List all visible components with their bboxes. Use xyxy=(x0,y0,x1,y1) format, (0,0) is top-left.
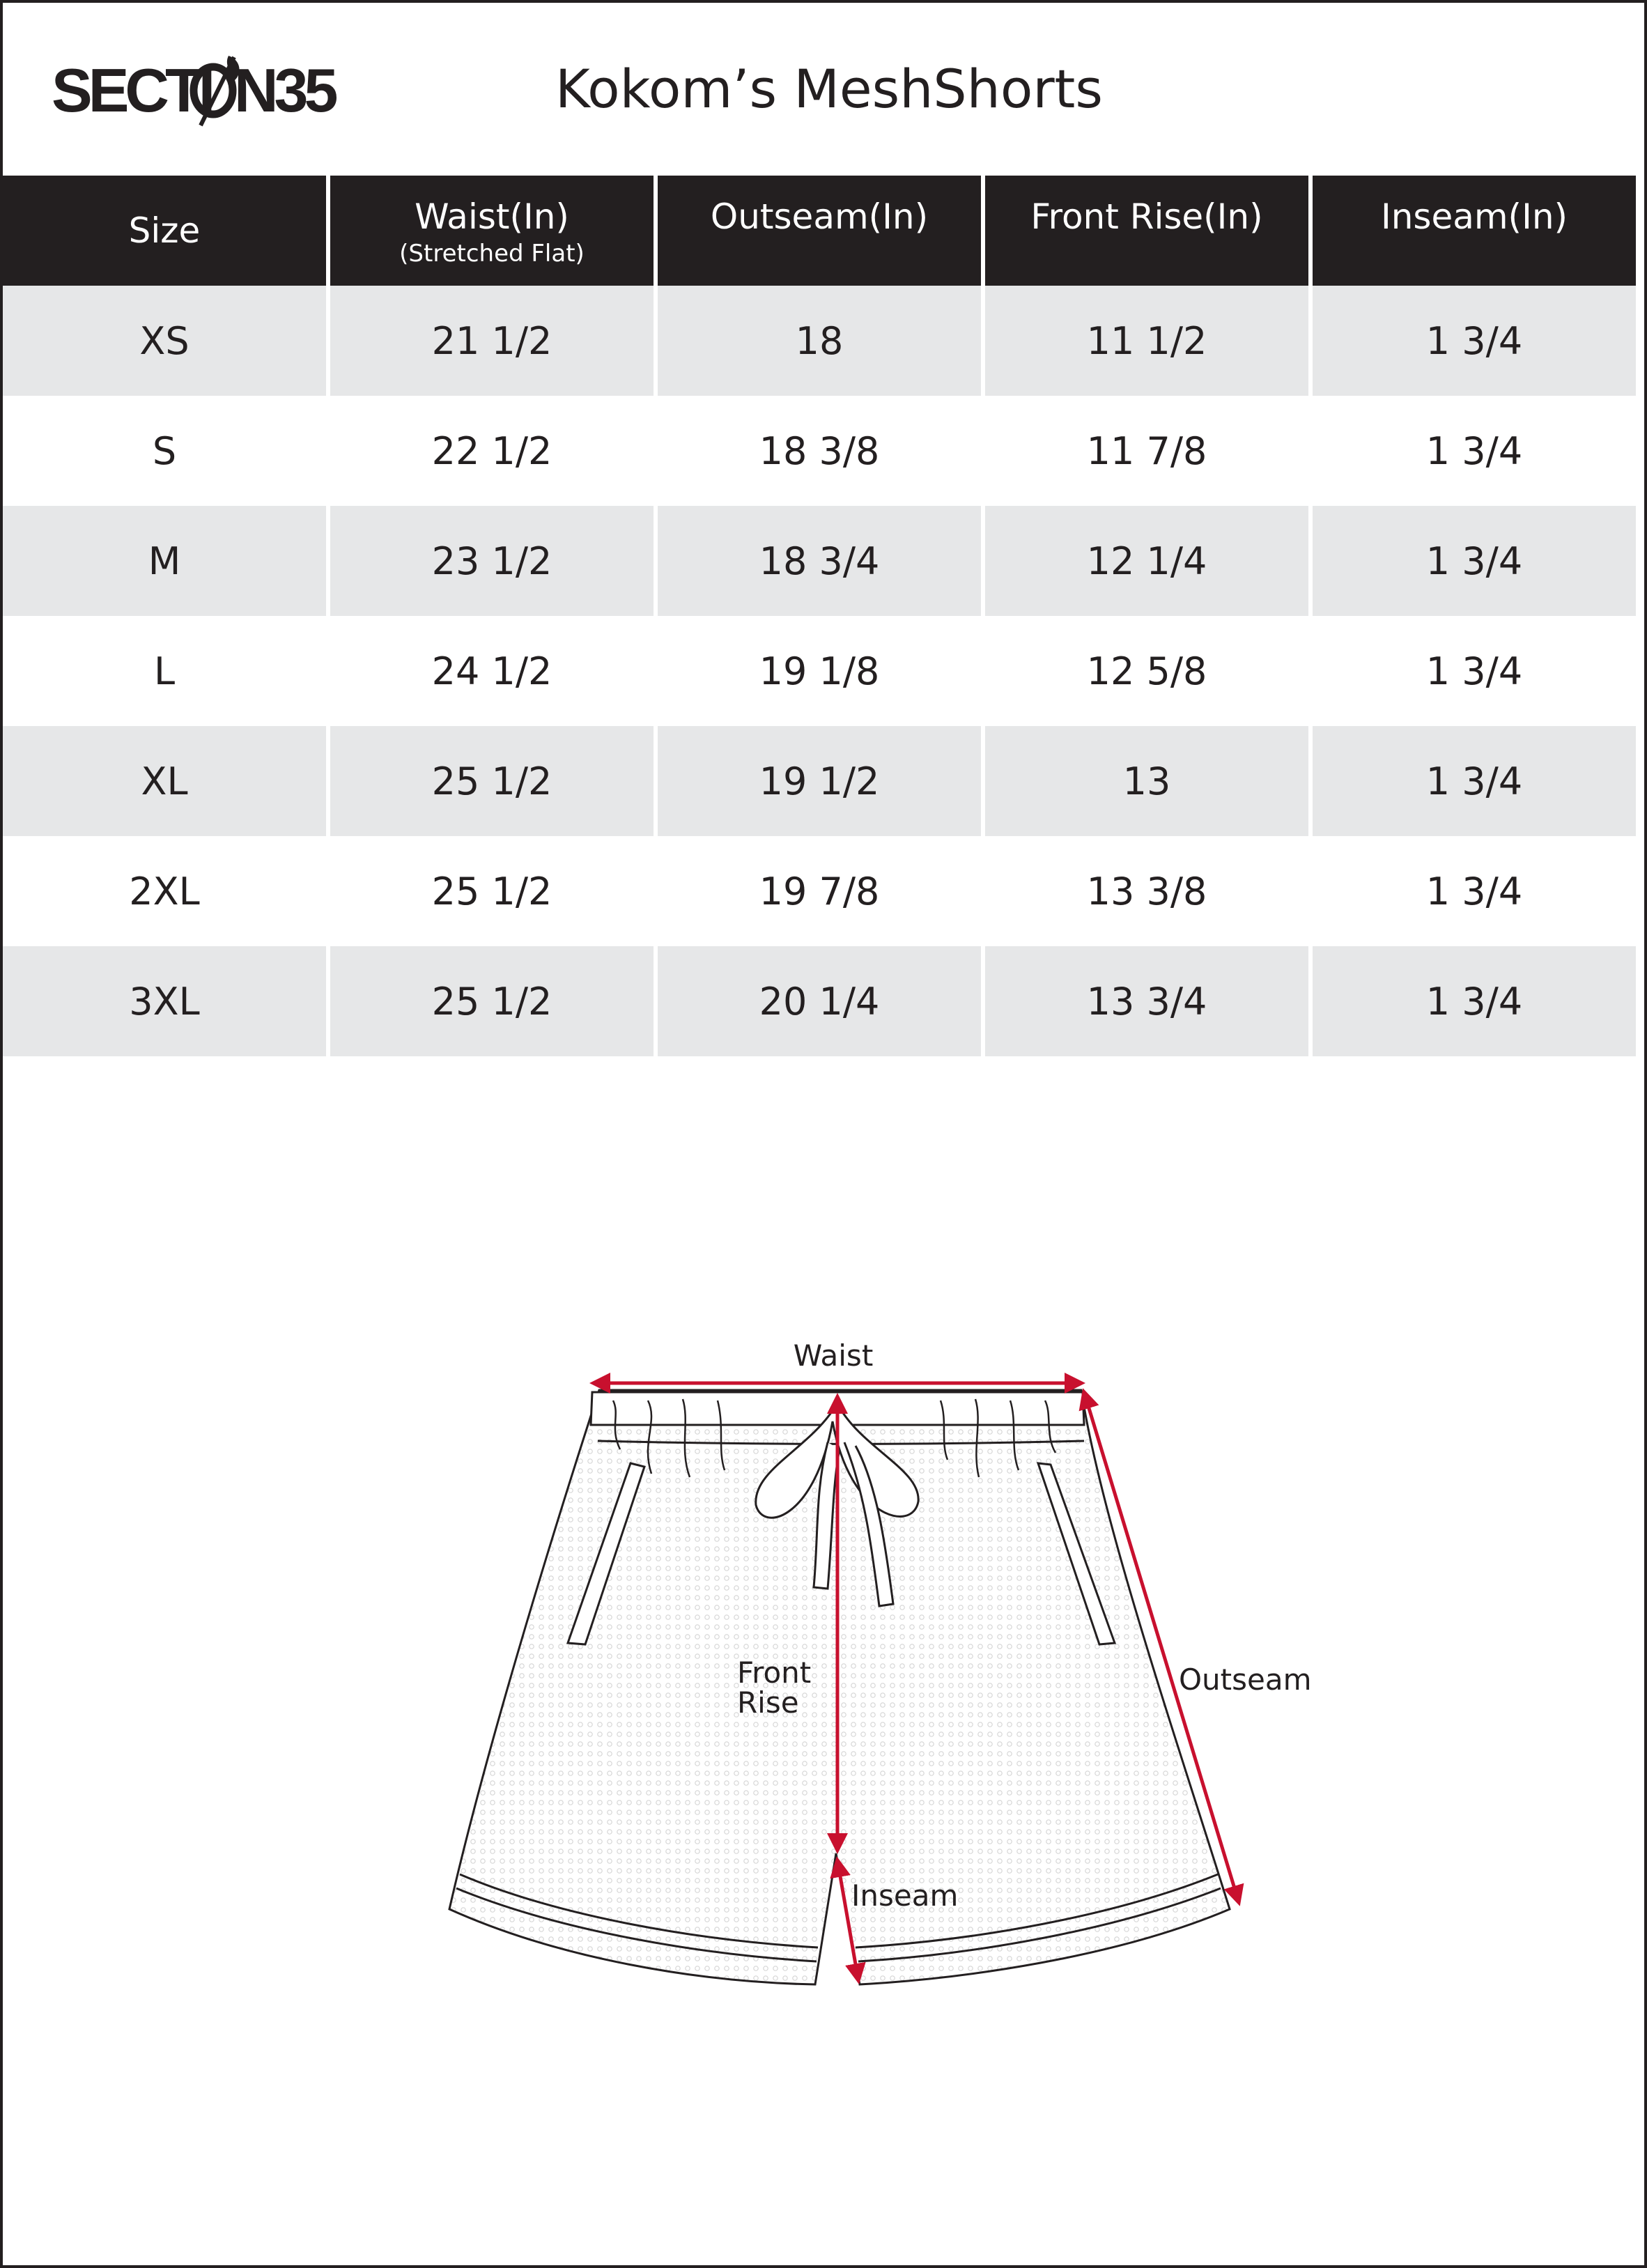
cell-inseam: 1 3/4 xyxy=(1425,869,1523,913)
svg-text:SECTI: SECTI xyxy=(52,56,212,125)
table-row xyxy=(3,286,1636,396)
cell-front-rise: 11 1/2 xyxy=(985,286,1308,396)
cell-outseam: 19 1/8 xyxy=(759,649,880,693)
table-row xyxy=(3,836,1636,946)
label-front-rise-2: Rise xyxy=(737,1685,799,1720)
header-outseam: Outseam(In) xyxy=(658,176,981,286)
cell-size: M xyxy=(3,506,326,616)
table-row xyxy=(3,616,1636,726)
table-row xyxy=(3,726,1636,836)
header-inseam: Inseam(In) xyxy=(1313,176,1636,286)
table-header-row xyxy=(3,176,1636,286)
label-inseam: Inseam xyxy=(851,1879,959,1913)
cell-front-rise: 13 3/8 xyxy=(1086,869,1207,913)
cell-front-rise: 13 3/4 xyxy=(985,946,1308,1056)
size-chart-table xyxy=(0,176,1640,1056)
cell-inseam: 1 3/4 xyxy=(1313,286,1636,396)
label-waist: Waist xyxy=(793,1339,874,1373)
cell-waist: 25 1/2 xyxy=(330,726,654,836)
cell-outseam: 18 3/4 xyxy=(658,506,981,616)
cell-outseam: 19 1/2 xyxy=(658,726,981,836)
cell-inseam: 1 3/4 xyxy=(1425,429,1523,473)
cell-waist: 24 1/2 xyxy=(431,649,552,693)
page-title: Kokom’s MeshShorts xyxy=(555,58,1103,120)
header-waist: Waist(In) (Stretched Flat) xyxy=(330,176,654,286)
cell-outseam: 20 1/4 xyxy=(658,946,981,1056)
header-waist-note: (Stretched Flat) xyxy=(399,240,585,268)
cell-inseam: 1 3/4 xyxy=(1313,506,1636,616)
cell-front-rise: 13 xyxy=(985,726,1308,836)
cell-waist: 21 1/2 xyxy=(330,286,654,396)
cell-inseam: 1 3/4 xyxy=(1313,946,1636,1056)
cell-waist: 25 1/2 xyxy=(330,946,654,1056)
cell-size: S xyxy=(152,429,177,473)
cell-inseam: 1 3/4 xyxy=(1313,726,1636,836)
cell-outseam: 18 xyxy=(658,286,981,396)
cell-waist: 23 1/2 xyxy=(330,506,654,616)
cell-size: 3XL xyxy=(3,946,326,1056)
svg-text:N35: N35 xyxy=(234,56,334,125)
table-row xyxy=(3,506,1636,616)
cell-size: XL xyxy=(3,726,326,836)
brand-logo xyxy=(52,50,344,127)
table-row xyxy=(3,396,1636,506)
label-outseam: Outseam xyxy=(1179,1663,1312,1697)
label-front-rise-1: Front xyxy=(737,1656,812,1690)
cell-front-rise: 11 7/8 xyxy=(1086,429,1207,473)
cell-waist: 22 1/2 xyxy=(431,429,552,473)
cell-outseam: 18 3/8 xyxy=(759,429,880,473)
cell-inseam: 1 3/4 xyxy=(1425,649,1523,693)
shorts-illustration xyxy=(449,1390,1230,1984)
shorts-measurement-diagram xyxy=(0,1310,1647,2007)
cell-size: 2XL xyxy=(129,869,200,913)
table-row xyxy=(3,946,1636,1056)
header-front-rise: Front Rise(In) xyxy=(985,176,1308,286)
cell-outseam: 19 7/8 xyxy=(759,869,880,913)
cell-waist: 25 1/2 xyxy=(431,869,552,913)
cell-size: L xyxy=(153,649,176,693)
cell-front-rise: 12 5/8 xyxy=(1086,649,1207,693)
cell-front-rise: 12 1/4 xyxy=(985,506,1308,616)
header-size: Size xyxy=(3,176,326,286)
cell-size: XS xyxy=(3,286,326,396)
